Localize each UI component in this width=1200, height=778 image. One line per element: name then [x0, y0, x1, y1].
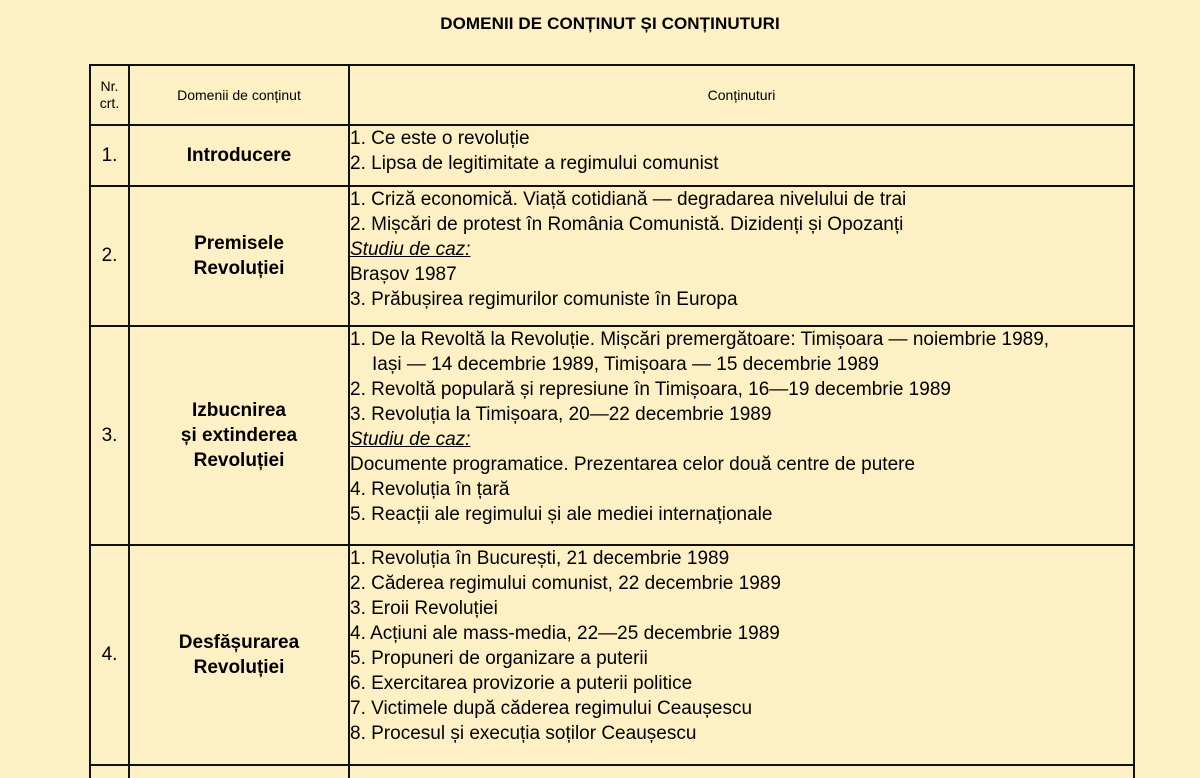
contents-table — [89, 64, 1135, 778]
table-row — [90, 125, 1134, 186]
content-item: 7. Victimele după căderea regimului Ceaușescu — [350, 698, 753, 719]
content-item: 1. Criză economică. Viață cotidiană — degradarea nivelului de trai — [350, 189, 907, 210]
content-item: Iași — 14 decembrie 1989, Timișoara — 15 decembrie 1989 — [372, 354, 879, 375]
content-item: 1. Ce este o revoluție — [350, 128, 530, 149]
row-contents — [349, 125, 1134, 186]
header-nr — [90, 65, 129, 125]
row-contents — [349, 186, 1134, 326]
content-item: 4. Revoluția în țară — [350, 479, 510, 500]
row-number: 4. — [90, 545, 129, 765]
row-contents — [349, 545, 1134, 765]
content-item: Brașov 1987 — [350, 264, 457, 285]
domain-line: Premisele — [194, 233, 284, 254]
table-row — [90, 326, 1134, 545]
content-item: 4. Acțiuni ale mass-media, 22—25 decembrie 1989 — [350, 623, 780, 644]
table-row — [90, 186, 1134, 326]
table-row — [90, 765, 1134, 778]
content-item: 5. Reacții ale regimului și ale mediei internaționale — [350, 504, 773, 525]
content-item: 2. Mișcări de protest în România Comunistă. Dizidenți și Opozanți — [350, 214, 904, 235]
header-nr-line1: Nr. — [100, 78, 119, 94]
row-number: 1. — [90, 125, 129, 186]
content-item: 2. Revoltă populară și represiune în Timișoara, 16—19 decembrie 1989 — [350, 379, 951, 400]
row-domain — [129, 765, 349, 778]
row-number: 3. — [90, 326, 129, 545]
content-item: 2. Lipsa de legitimitate a regimului comunist — [350, 153, 719, 174]
domain-line: Revoluției — [193, 450, 285, 471]
domain-line: și extinderea — [180, 425, 298, 446]
content-item: 2. Căderea regimului comunist, 22 decembrie 1989 — [350, 573, 781, 594]
content-item: 5. Propuneri de organizare a puterii — [350, 648, 648, 669]
row-domain — [129, 186, 349, 326]
header-contents: Conținuturi — [349, 65, 1134, 125]
header-nr-line2: crt. — [99, 95, 120, 111]
domain-line: Revoluției — [193, 258, 285, 279]
content-item: 1. De la Revoltă la Revoluție. Mișcări premergătoare: Timișoara — noiembrie 1989, — [350, 329, 1050, 350]
table-header-row — [90, 65, 1134, 125]
domain-line: Izbucnirea — [192, 400, 286, 421]
row-domain — [129, 326, 349, 545]
content-item: 6. Exercitarea provizorie a puterii politice — [350, 673, 693, 694]
case-study-label: Studiu de caz: — [350, 239, 471, 260]
content-item: 3. Eroii Revoluției — [350, 598, 498, 619]
domain-line: Revoluției — [193, 657, 285, 678]
row-contents — [349, 765, 1134, 778]
table-row — [90, 545, 1134, 765]
domain-line: Desfășurarea — [178, 632, 300, 653]
case-study-label: Studiu de caz: — [350, 429, 471, 450]
header-domains: Domenii de conținut — [129, 65, 349, 125]
row-number: 2. — [90, 186, 129, 326]
content-item: Documente programatice. Prezentarea celor două centre de putere — [350, 454, 916, 475]
page-title: DOMENII DE CONȚINUT ȘI CONȚINUTURI — [440, 14, 780, 33]
content-item: 8. Procesul și execuția soților Ceaușescu — [350, 723, 697, 744]
domain-line: Introducere — [186, 145, 292, 166]
row-domain — [129, 125, 349, 186]
content-item: 3. Prăbușirea regimurilor comuniste în Europa — [350, 289, 738, 310]
content-item: 3. Revoluția la Timișoara, 20—22 decembrie 1989 — [350, 404, 772, 425]
row-contents — [349, 326, 1134, 545]
content-item: 1. Revoluția în București, 21 decembrie 1989 — [350, 548, 730, 569]
row-number — [90, 765, 129, 778]
row-domain — [129, 545, 349, 765]
